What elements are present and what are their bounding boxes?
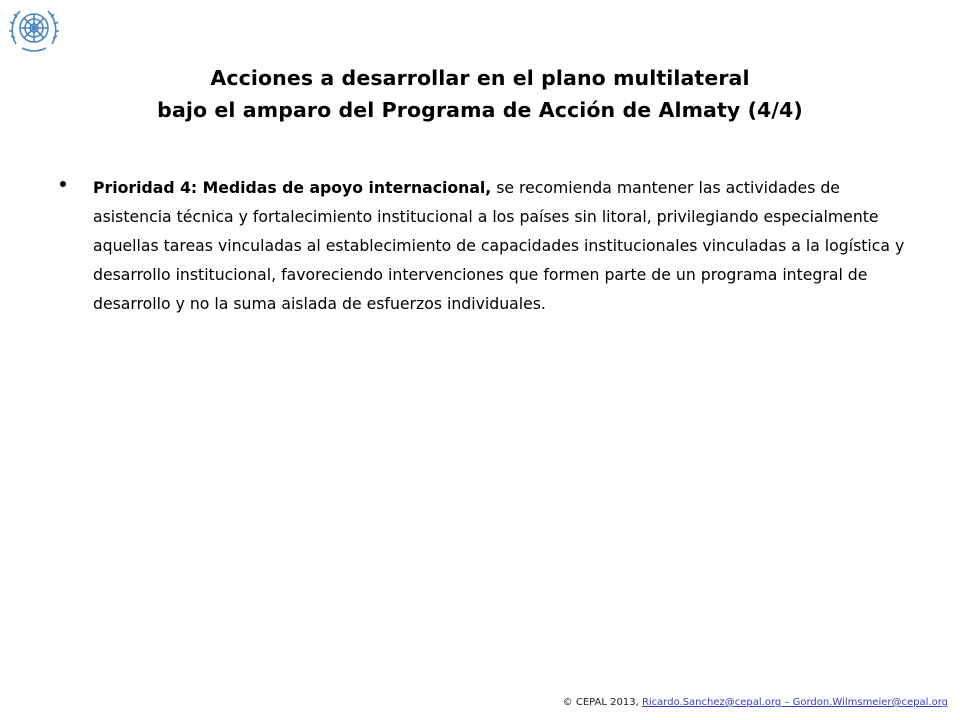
bullet-list [60, 173, 920, 318]
title-line-1: Acciones a desarrollar en el plano multilateral [210, 66, 750, 90]
footer-credits [563, 697, 948, 708]
email-link-ricardo[interactable]: Ricardo.Sanchez@cepal.org [641, 697, 782, 708]
email-link-gordon[interactable]: Gordon.Wilmsmeier@cepal.org [792, 697, 948, 708]
list-item [93, 173, 920, 318]
footer-separator: – [781, 697, 793, 708]
footer-copyright: © CEPAL 2013, [562, 697, 642, 708]
bullet-dot-icon [60, 181, 66, 187]
bullet-body-text: se recomienda mantener las actividades de asistencia técnica y fortalecimiento institucional a los países sin litoral, privilegiando especialmente aquellas tareas vinculadas al establecimiento de capacidades institucionales vinculadas a la logística y desarrollo institucional, favoreciendo intervenciones que formen parte de un programa integral de desarrollo y no la suma aislada de esfuerzos individuales. [93, 178, 905, 313]
bullet-bold-lead: Prioridad 4: Medidas de apoyo internacional, [93, 178, 492, 197]
page-title [40, 62, 920, 126]
un-emblem-icon [8, 4, 60, 56]
title-line-2: bajo el amparo del Programa de Acción de Almaty (4/4) [157, 98, 803, 122]
